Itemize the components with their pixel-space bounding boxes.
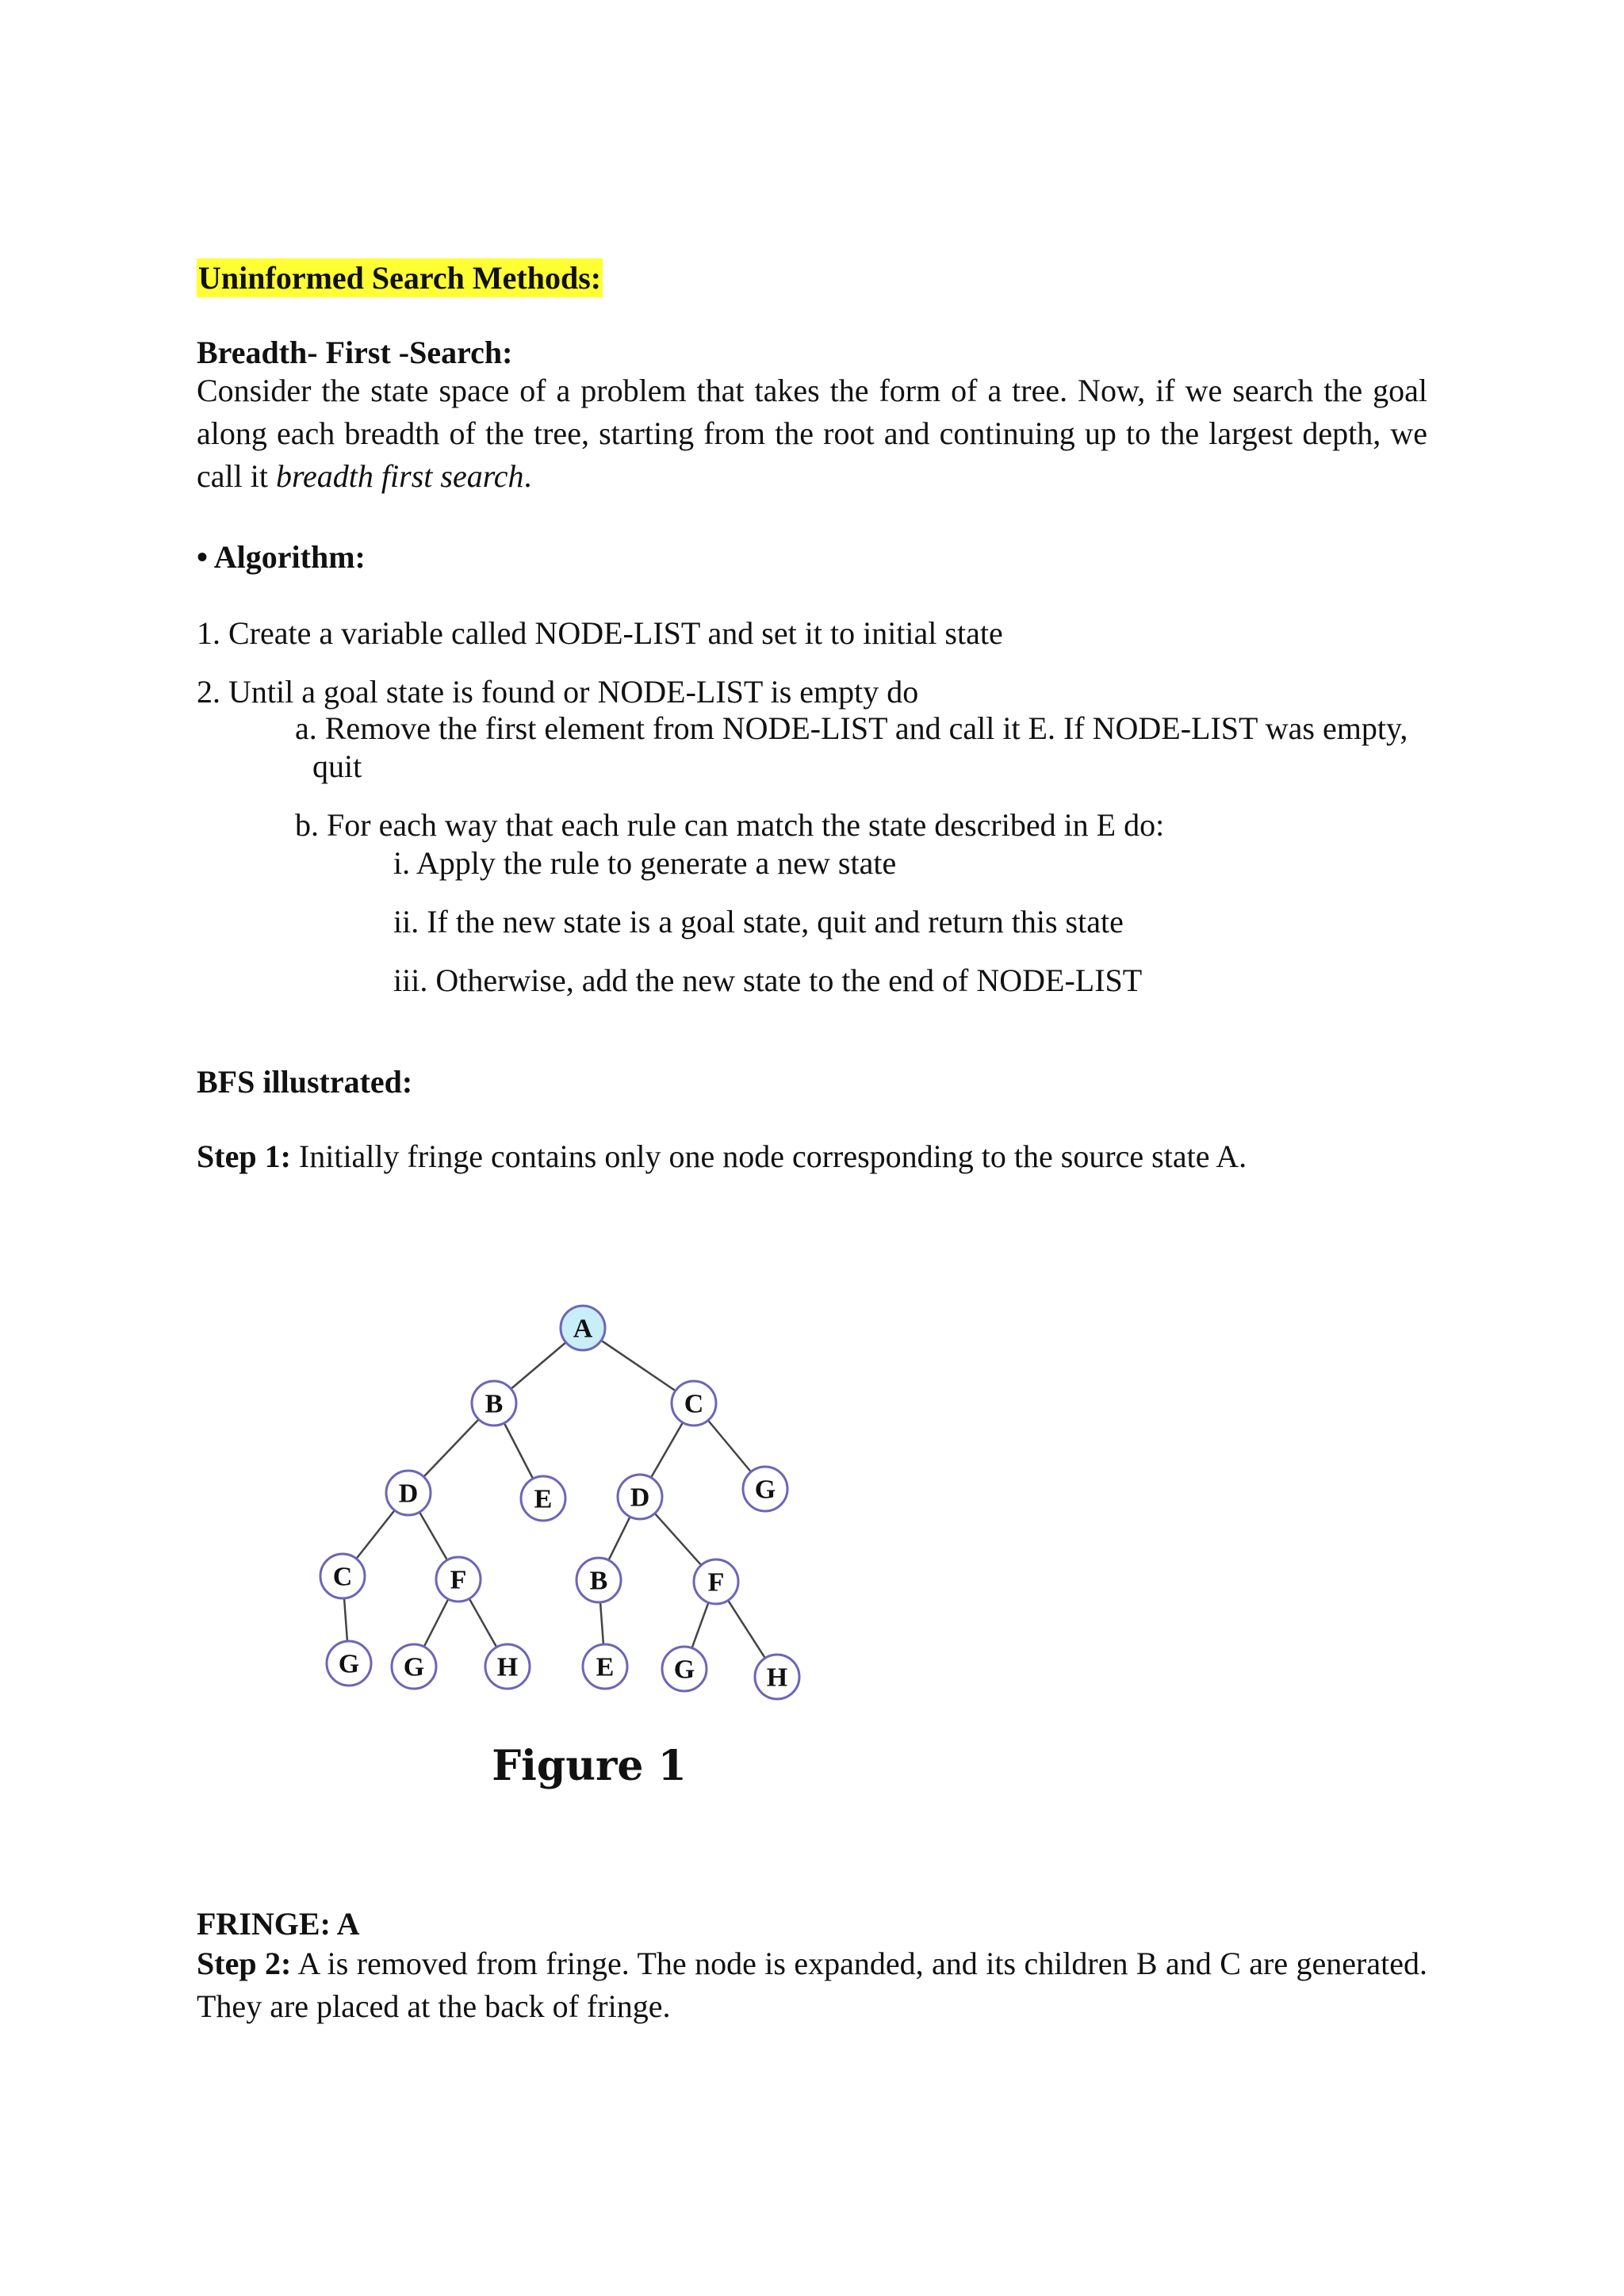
tree-node-b2 (576, 1558, 621, 1602)
tree-node-label: G (754, 1475, 776, 1505)
tree-node-g1 (743, 1467, 787, 1511)
step-2-paragraph (197, 1942, 1427, 2028)
step-1-label: Step 1: (197, 1138, 291, 1174)
algorithm-step-2b-i: i. Apply the rule to generate a new state (393, 845, 897, 881)
bfs-intro-end: . (523, 458, 532, 494)
tree-node-a (561, 1306, 605, 1350)
step-1-paragraph (197, 1135, 1247, 1178)
tree-node-g2 (327, 1641, 371, 1686)
tree-node-label: D (630, 1483, 650, 1513)
algorithm-step-2b-iii: iii. Otherwise, add the new state to the end of NODE-LIST (393, 962, 1143, 998)
bfs-illustrated-title: BFS illustrated: (197, 1064, 413, 1100)
tree-node-label: E (596, 1652, 615, 1682)
tree-node-label: B (589, 1566, 608, 1596)
tree-nodes (320, 1306, 799, 1699)
tree-edge-f2-h2 (728, 1601, 765, 1659)
tree-node-c1 (672, 1381, 716, 1425)
tree-edge-d1-f1 (419, 1512, 447, 1560)
bfs-tree-figure (301, 1292, 872, 1800)
heading-highlight: Uninformed Search Methods: (198, 260, 602, 296)
bfs-intro-text: Consider the state space of a problem that takes the form of a tree. Now, if we search the goal along each breadth of the tree, starting from the root and continuing up to the largest depth, we call it (197, 373, 1427, 494)
algorithm-step-2b: b. For each way that each rule can match the state described in E do: (295, 807, 1165, 843)
tree-edge-b1-e1 (504, 1423, 533, 1479)
tree-node-h2 (755, 1655, 799, 1699)
tree-node-label: F (707, 1567, 725, 1598)
tree-node-b1 (472, 1381, 516, 1425)
step-1-text: Initially fringe contains only one node corresponding to the source state A. (290, 1138, 1247, 1174)
tree-edge-d2-f2 (655, 1513, 702, 1565)
tree-node-label: H (496, 1652, 519, 1682)
bfs-intro-paragraph (197, 369, 1427, 498)
tree-edge-d2-b2 (608, 1517, 630, 1560)
tree-node-e1 (521, 1476, 565, 1521)
tree-edge-f1-g3 (424, 1599, 449, 1647)
tree-node-g4 (662, 1647, 707, 1691)
tree-edge-c1-d2 (651, 1422, 683, 1477)
tree-node-d1 (386, 1471, 431, 1515)
tree-edge-b2-e2 (600, 1602, 603, 1644)
tree-node-label: G (403, 1652, 425, 1682)
tree-node-label: G (338, 1649, 360, 1679)
tree-node-c2 (320, 1554, 365, 1598)
algorithm-step-1: 1. Create a variable called NODE-LIST and set it to initial state (197, 615, 1003, 651)
tree-node-f2 (694, 1559, 738, 1604)
bfs-title: Breadth- First -Search: (197, 335, 513, 370)
step-2-text: A is removed from fringe. The node is expanded, and its children B and C are generated. They are placed at the back of fringe. (197, 1946, 1427, 2024)
algorithm-step-2: 2. Until a goal state is found or NODE-LIST is empty do (197, 674, 919, 710)
step-2-label: Step 2: (197, 1946, 292, 1981)
tree-edge-c2-g2 (344, 1598, 347, 1641)
tree-node-label: E (534, 1484, 553, 1514)
fringe-label: FRINGE: A (197, 1906, 360, 1942)
section-heading (197, 257, 603, 300)
algorithm-step-2b-ii: ii. If the new state is a goal state, quit and return this state (393, 904, 1124, 939)
tree-node-label: G (673, 1655, 695, 1685)
tree-node-d2 (618, 1475, 662, 1519)
tree-node-h1 (485, 1644, 530, 1689)
tree-edge-d1-c2 (356, 1510, 394, 1559)
tree-edge-a-b1 (511, 1342, 565, 1389)
bfs-intro-emphasis: breadth first search (275, 458, 524, 494)
tree-node-label: D (398, 1479, 419, 1509)
algorithm-step-2a-line-2: quit (312, 748, 362, 784)
tree-edge-b1-d1 (423, 1419, 478, 1477)
tree-node-label: C (684, 1389, 704, 1419)
tree-edge-c1-g1 (708, 1421, 751, 1472)
tree-edge-f2-g4 (692, 1602, 709, 1647)
tree-edge-f1-h1 (469, 1598, 497, 1647)
algorithm-title: • Algorithm: (197, 539, 366, 575)
tree-node-label: C (332, 1562, 353, 1592)
tree-node-g3 (392, 1644, 436, 1689)
tree-node-f1 (436, 1557, 481, 1601)
tree-node-label: A (573, 1314, 593, 1344)
tree-node-label: B (485, 1389, 504, 1419)
figure-caption: Figure 1 (492, 1742, 687, 1790)
algorithm-step-2a-line-1: a. Remove the first element from NODE-LIST and call it E. If NODE-LIST was empty, (295, 710, 1408, 746)
tree-edge-a-c1 (601, 1341, 676, 1391)
tree-node-e2 (583, 1644, 627, 1689)
tree-node-label: H (766, 1663, 788, 1693)
tree-node-label: F (450, 1565, 467, 1595)
